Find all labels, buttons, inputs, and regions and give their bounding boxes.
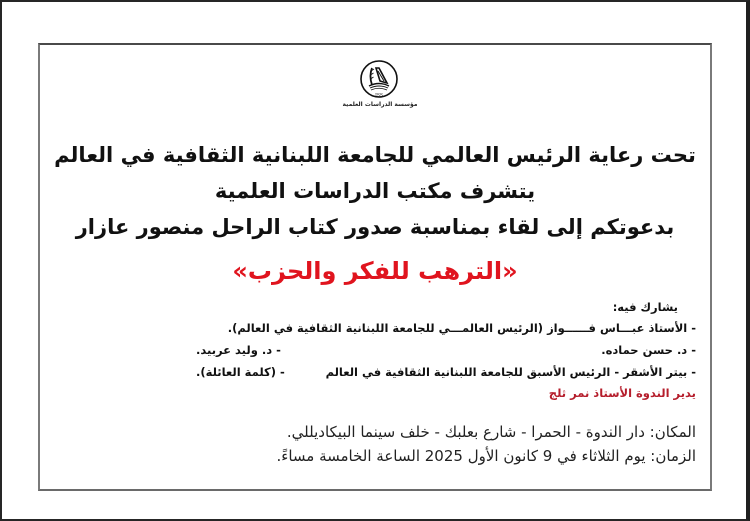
participants-heading: يشارك فيه: <box>612 300 678 314</box>
participant-name-secondary: - (كلمة العائلة). <box>196 365 285 379</box>
participant-name: - بيتر الأشقر - الرئيس الأسبق للجامعة اللبنانية الثقافية في العالم <box>325 365 696 379</box>
moderator-line: يدير الندوة الأستاذ نمر ثلج <box>548 386 696 400</box>
participants-section <box>196 297 696 383</box>
host-line: يتشرف مكتب الدراسات العلمية <box>214 179 536 203</box>
participant-row <box>196 361 696 383</box>
participant-name: - د. حسن حماده. <box>601 343 696 357</box>
logo-initials: ISS <box>375 93 383 99</box>
participant-row <box>196 317 696 339</box>
invitation-line: بدعوتكم إلى لقاء بمناسبة صدور كتاب الراحل منصور عازار <box>75 215 675 239</box>
event-time: الزمان: يوم الثلاثاء في 9 كانون الأول 2025 الساعة الخامسة مساءً. <box>276 447 696 465</box>
participant-name: - الأستاذ عبـــاس فــــــواز (الرئيس العالمـــي للجامعة اللبنانية الثقافية في العالم). <box>227 321 696 335</box>
patronage-line: تحت رعاية الرئيس العالمي للجامعة اللبنانية الثقافية في العالم <box>54 143 696 167</box>
participant-row <box>196 339 696 361</box>
participant-name-secondary: - د. وليد عربيد. <box>196 343 281 357</box>
event-place: المكان: دار الندوة - الحمرا - شارع بعلبك - خلف سينما البيكاديللي. <box>286 423 696 441</box>
book-title: «الترهب للفكر والحزب» <box>232 257 518 285</box>
book-quill-emblem-icon <box>359 59 399 99</box>
logo-caption: مؤسسة الدراسات العلمية <box>342 101 418 108</box>
invitation-card <box>38 43 712 491</box>
event-details <box>277 420 696 468</box>
